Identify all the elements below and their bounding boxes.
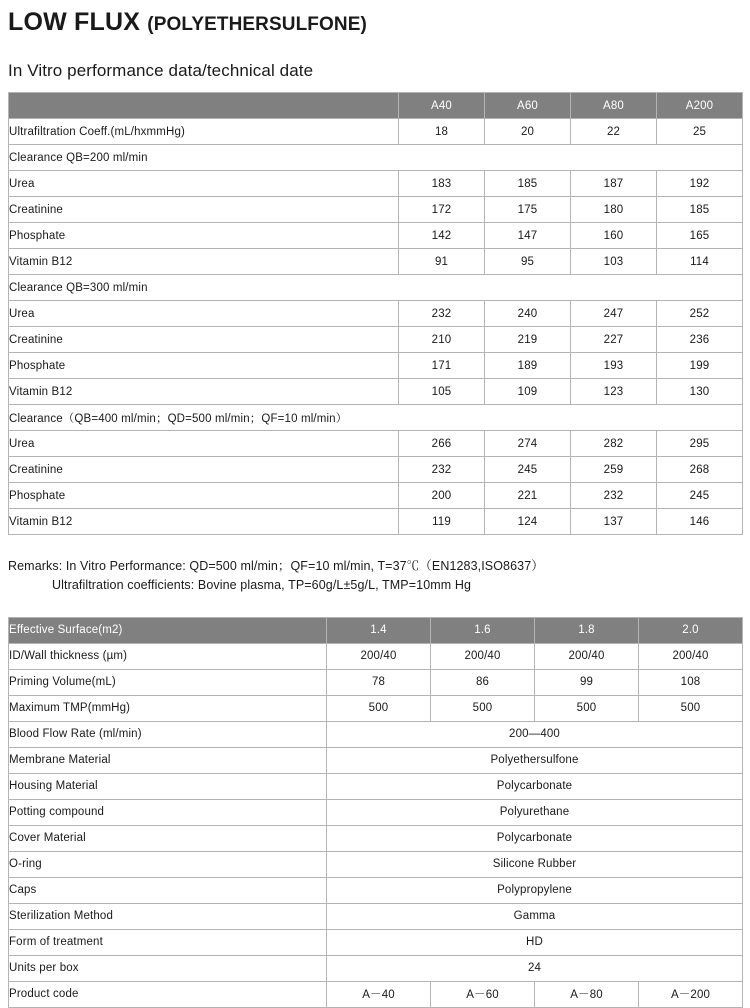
table-row: [9, 223, 743, 249]
row-label: Product code: [9, 981, 327, 1007]
title-main-text: LOW FLUX: [8, 8, 141, 36]
row-value-merged: HD: [327, 929, 743, 955]
row-value: 180: [571, 197, 657, 223]
row-value: 175: [485, 197, 571, 223]
row-value: 200/40: [639, 643, 743, 669]
row-value: 219: [485, 327, 571, 353]
row-label: Priming Volume(mL): [9, 669, 327, 695]
row-value: 200/40: [431, 643, 535, 669]
table-row: [9, 353, 743, 379]
row-label: Urea: [9, 171, 399, 197]
table-row: [9, 301, 743, 327]
row-value: 189: [485, 353, 571, 379]
row-value: 221: [485, 483, 571, 509]
row-label: Form of treatment: [9, 929, 327, 955]
row-value: 172: [399, 197, 485, 223]
section-subtitle: In Vitro performance data/technical date: [8, 61, 314, 80]
row-value-merged: Polypropylene: [327, 877, 743, 903]
table-row: [9, 327, 743, 353]
row-value: 108: [639, 669, 743, 695]
table-row: [9, 197, 743, 223]
remarks-block: [8, 557, 742, 596]
remarks-line-1: Remarks: In Vitro Performance: QD=500 ml/min；QF=10 ml/min, T=37℃（EN1283,ISO8637）: [8, 559, 544, 573]
row-value: A－60: [431, 981, 535, 1007]
row-label: Phosphate: [9, 483, 399, 509]
row-label: Creatinine: [9, 457, 399, 483]
table-header-cell: A40: [399, 93, 485, 119]
row-value-merged: Polyethersulfone: [327, 747, 743, 773]
row-value: 245: [657, 483, 743, 509]
row-value: 232: [399, 301, 485, 327]
table-header-blank-cell: [9, 93, 399, 119]
row-value: 99: [535, 669, 639, 695]
row-value: 137: [571, 509, 657, 535]
row-value: 500: [327, 695, 431, 721]
row-label: Urea: [9, 431, 399, 457]
row-value: 192: [657, 171, 743, 197]
table-row: [9, 249, 743, 275]
row-value: 247: [571, 301, 657, 327]
table-row: [9, 981, 743, 1007]
table-row: [9, 695, 743, 721]
row-label: Membrane Material: [9, 747, 327, 773]
row-value: 185: [485, 171, 571, 197]
row-value: 142: [399, 223, 485, 249]
row-label: Vitamin B12: [9, 249, 399, 275]
table-row: [9, 929, 743, 955]
row-value: 282: [571, 431, 657, 457]
table-row: [9, 171, 743, 197]
row-value: 266: [399, 431, 485, 457]
row-value: 119: [399, 509, 485, 535]
row-label: Phosphate: [9, 223, 399, 249]
table-row: [9, 747, 743, 773]
row-label: Creatinine: [9, 197, 399, 223]
row-value: 500: [431, 695, 535, 721]
row-value: 160: [571, 223, 657, 249]
row-value: 240: [485, 301, 571, 327]
row-label: O-ring: [9, 851, 327, 877]
section-label: Clearance QB=300 ml/min: [9, 275, 743, 301]
table-header-row: [9, 617, 743, 643]
table-row: [9, 721, 743, 747]
row-label: Vitamin B12: [9, 509, 399, 535]
row-label: Units per box: [9, 955, 327, 981]
row-value-merged: Gamma: [327, 903, 743, 929]
table-row: [9, 799, 743, 825]
row-value: 18: [399, 119, 485, 145]
row-value: 268: [657, 457, 743, 483]
row-value: 187: [571, 171, 657, 197]
row-value: 252: [657, 301, 743, 327]
table-row: [9, 669, 743, 695]
row-value-merged: Polycarbonate: [327, 773, 743, 799]
row-label: Housing Material: [9, 773, 327, 799]
table-row: [9, 379, 743, 405]
row-label: Blood Flow Rate (ml/min): [9, 721, 327, 747]
table-row: [9, 509, 743, 535]
remarks-line-2: Ultrafiltration coefficients: Bovine plasma, TP=60g/L±5g/L, TMP=10mm Hg: [52, 578, 472, 593]
row-value: 500: [535, 695, 639, 721]
row-label: Creatinine: [9, 327, 399, 353]
technical-specification-table: [8, 617, 743, 1008]
row-value: 199: [657, 353, 743, 379]
row-value: 193: [571, 353, 657, 379]
row-value: 123: [571, 379, 657, 405]
table-section-row: [9, 275, 743, 301]
in-vitro-performance-table: [8, 92, 743, 535]
table-row: [9, 483, 743, 509]
table-row: [9, 457, 743, 483]
table-header-cell: 2.0: [639, 617, 743, 643]
row-value: A－40: [327, 981, 431, 1007]
row-value-merged: 200—400: [327, 721, 743, 747]
table-row: [9, 877, 743, 903]
row-value-merged: 24: [327, 955, 743, 981]
table-section-row: [9, 145, 743, 171]
row-label: Maximum TMP(mmHg): [9, 695, 327, 721]
table-row: [9, 643, 743, 669]
table-row: [9, 955, 743, 981]
row-value: A－200: [639, 981, 743, 1007]
row-value: 200: [399, 483, 485, 509]
row-value: 295: [657, 431, 743, 457]
row-label: Phosphate: [9, 353, 399, 379]
table-header-cell: A200: [657, 93, 743, 119]
table-row: [9, 119, 743, 145]
page-title: [8, 0, 742, 37]
row-value: 124: [485, 509, 571, 535]
table-row: [9, 851, 743, 877]
table-section-row: [9, 405, 743, 431]
row-value: 103: [571, 249, 657, 275]
title-sub-text: (POLYETHERSULFONE): [147, 14, 367, 35]
row-value: 95: [485, 249, 571, 275]
row-value: 20: [485, 119, 571, 145]
table-header-label-cell: Effective Surface(m2): [9, 617, 327, 643]
row-value-merged: Polyurethane: [327, 799, 743, 825]
row-value: 236: [657, 327, 743, 353]
table-header-row: [9, 93, 743, 119]
table-row: [9, 825, 743, 851]
row-value: 146: [657, 509, 743, 535]
row-value: 200/40: [535, 643, 639, 669]
row-label: Caps: [9, 877, 327, 903]
row-value-merged: Silicone Rubber: [327, 851, 743, 877]
row-label: ID/Wall thickness (µm): [9, 643, 327, 669]
section-label: Clearance（QB=400 ml/min；QD=500 ml/min；QF=10 ml/min）: [9, 405, 743, 431]
row-value: 109: [485, 379, 571, 405]
row-label: Urea: [9, 301, 399, 327]
row-value: 232: [571, 483, 657, 509]
row-value: 259: [571, 457, 657, 483]
table-row: [9, 431, 743, 457]
row-value: 227: [571, 327, 657, 353]
row-value: 185: [657, 197, 743, 223]
row-value: 165: [657, 223, 743, 249]
row-value: 91: [399, 249, 485, 275]
table-row: [9, 773, 743, 799]
row-value: 114: [657, 249, 743, 275]
table-row: [9, 903, 743, 929]
row-value: 232: [399, 457, 485, 483]
row-value: 171: [399, 353, 485, 379]
row-value: 86: [431, 669, 535, 695]
row-label: Cover Material: [9, 825, 327, 851]
row-label: Ultrafiltration Coeff.(mL/hxmmHg): [9, 119, 399, 145]
row-label: Sterilization Method: [9, 903, 327, 929]
row-value: 200/40: [327, 643, 431, 669]
row-label: Potting compound: [9, 799, 327, 825]
row-value: 500: [639, 695, 743, 721]
row-value-merged: Polycarbonate: [327, 825, 743, 851]
row-value: 22: [571, 119, 657, 145]
row-value: 78: [327, 669, 431, 695]
row-value: A－80: [535, 981, 639, 1007]
table-header-cell: 1.6: [431, 617, 535, 643]
table-header-cell: A60: [485, 93, 571, 119]
row-label: Vitamin B12: [9, 379, 399, 405]
row-value: 274: [485, 431, 571, 457]
row-value: 245: [485, 457, 571, 483]
table-header-cell: A80: [571, 93, 657, 119]
row-value: 147: [485, 223, 571, 249]
table-header-cell: 1.4: [327, 617, 431, 643]
row-value: 183: [399, 171, 485, 197]
row-value: 25: [657, 119, 743, 145]
row-value: 130: [657, 379, 743, 405]
row-value: 105: [399, 379, 485, 405]
table-header-cell: 1.8: [535, 617, 639, 643]
section-label: Clearance QB=200 ml/min: [9, 145, 743, 171]
row-value: 210: [399, 327, 485, 353]
